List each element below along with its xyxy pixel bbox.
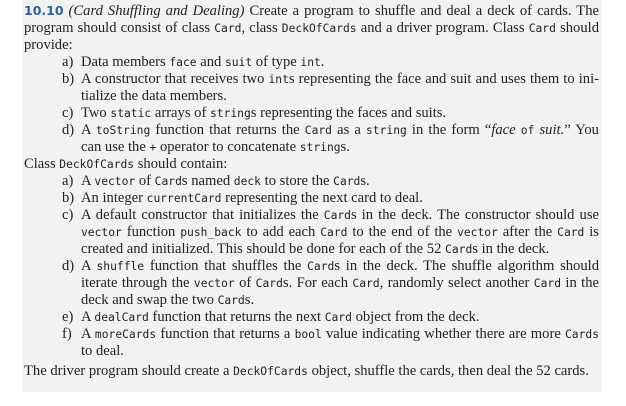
text-run: function that returns the: [150, 122, 305, 138]
text-run: A: [81, 258, 97, 274]
code-term: moreCards: [94, 328, 157, 341]
text-run: Create a program to shuffle and deal a deck of cards. The program should consist of class: [24, 3, 599, 36]
text-run: , class: [241, 20, 282, 36]
code-term: shuffle: [96, 260, 145, 273]
code-term: Card: [333, 175, 361, 188]
code-term: Card: [323, 209, 351, 222]
item-label: d): [62, 258, 75, 274]
item-label: a): [62, 173, 74, 189]
text-run: of: [135, 173, 155, 189]
code-term: vector: [193, 277, 235, 290]
text-run: An integer: [81, 190, 147, 206]
code-term: string: [209, 107, 251, 120]
text-run: representing the next card to deal.: [221, 190, 423, 206]
text-run: s representing the face and suit and uses them to ini-tialize the data members.: [81, 71, 600, 104]
text-run: function that returns a: [156, 326, 295, 342]
code-term: Cards: [564, 328, 599, 341]
closing-paragraph: [24, 363, 599, 380]
code-term: Card: [217, 294, 245, 307]
code-term: Card: [324, 311, 352, 324]
text-run: of: [234, 275, 256, 291]
item-label: a): [62, 54, 74, 70]
code-term: suit: [224, 56, 253, 69]
text-run: Class: [24, 156, 60, 172]
text-run: function: [121, 224, 181, 240]
code-term: vector: [81, 226, 122, 239]
text-run: operator to concatenate: [156, 139, 300, 155]
text-run: suit.: [539, 122, 565, 138]
text-run: in the form “: [406, 122, 492, 138]
text-run: value indicating whether there are more: [321, 326, 565, 342]
code-term: DeckOfCards: [233, 365, 308, 378]
text-run: in the deck and swap the two: [81, 275, 599, 308]
code-term: Card: [320, 226, 348, 239]
text-run: face: [491, 122, 516, 138]
text-run: after the: [497, 224, 558, 240]
code-term: face: [169, 56, 197, 69]
text-run: is created and initialized. This should be done for each of the 52: [81, 224, 599, 257]
exercise-text: [24, 2, 599, 380]
text-run: to add each: [241, 224, 321, 240]
list-item: [24, 309, 599, 326]
text-run: object from the deck.: [351, 309, 480, 325]
text-run: and: [196, 54, 225, 70]
item-label: c): [62, 105, 74, 121]
code-term: vector: [457, 226, 498, 239]
item-label: f): [62, 326, 72, 342]
code-term: int: [300, 56, 321, 69]
exercise-number: 10.10: [24, 3, 64, 18]
item-label: d): [62, 122, 75, 138]
list-item: [24, 105, 599, 122]
code-term: of: [520, 124, 535, 137]
intro-paragraph: [24, 2, 599, 54]
text-run: object, shuffle the cards, then deal the 52 cards.: [307, 363, 589, 379]
item-label: e): [62, 309, 74, 325]
list-item: [24, 122, 599, 156]
text-run: A: [81, 309, 95, 325]
text-run: A: [81, 326, 95, 342]
list-item: [24, 71, 599, 105]
item-label: b): [62, 71, 75, 87]
code-term: Card: [307, 260, 335, 273]
text-run: to the end of the: [347, 224, 458, 240]
text-run: function that shuffles the: [144, 258, 308, 274]
code-term: dealCard: [94, 311, 149, 324]
item-label: b): [62, 190, 75, 206]
code-term: push_back: [180, 226, 242, 239]
deck-requirements-list: [24, 173, 599, 360]
text-run: s in the deck.: [472, 241, 550, 257]
code-term: Card: [214, 22, 242, 35]
text-run: arrays of: [151, 105, 210, 121]
code-term: int: [268, 73, 289, 86]
list-item: [24, 173, 599, 190]
text-run: s.: [340, 139, 350, 155]
code-term: Card: [304, 124, 332, 137]
code-term: Card: [154, 175, 182, 188]
text-run: s.: [244, 292, 255, 308]
text-run: , randomly select another: [379, 275, 534, 291]
text-run: A: [81, 173, 95, 189]
text-run: s in the deck. The shuffle algorithm should iterate through the: [81, 258, 599, 291]
code-term: toString: [95, 124, 151, 137]
code-term: static: [110, 107, 152, 120]
code-term: Card: [528, 22, 556, 35]
code-term: +: [149, 141, 157, 154]
text-run: s in the deck. The constructor should use: [351, 207, 599, 223]
list-item: [24, 54, 599, 71]
code-term: Card: [352, 277, 380, 290]
code-term: Card: [255, 277, 283, 290]
code-term: Card: [557, 226, 585, 239]
text-run: of type: [252, 54, 301, 70]
list-item: [24, 190, 599, 207]
text-run: to store the: [261, 173, 334, 189]
code-term: vector: [94, 175, 136, 188]
text-run: A: [81, 122, 96, 138]
deck-heading: [24, 156, 599, 173]
code-term: deck: [233, 175, 261, 188]
card-requirements-list: [24, 54, 599, 156]
code-term: Card: [445, 243, 473, 256]
text-run: The driver program should create a: [24, 363, 234, 379]
code-term: Card: [533, 277, 562, 290]
list-item: [24, 326, 599, 360]
code-term: DeckOfCards: [281, 22, 357, 35]
text-run: s representing the faces and suits.: [250, 105, 447, 121]
item-label: c): [62, 207, 74, 223]
list-item: [24, 207, 599, 258]
text-run: A default constructor that initializes the: [81, 207, 324, 223]
text-run: Data members: [81, 54, 170, 70]
text-run: should provide:: [24, 20, 600, 53]
list-item: [24, 258, 599, 309]
code-term: bool: [294, 328, 322, 341]
text-run: A constructor that receives two: [81, 71, 269, 87]
text-run: ” You can use the: [81, 122, 599, 155]
code-term: string: [366, 124, 407, 137]
text-run: function that returns the next: [148, 309, 325, 325]
text-run: s named: [181, 173, 234, 189]
text-run: Two: [81, 105, 111, 121]
code-term: string: [299, 141, 341, 154]
code-term: DeckOfCards: [59, 158, 135, 171]
text-run: .: [320, 54, 325, 70]
text-run: and a driver program. Class: [356, 20, 529, 36]
text-run: should contain:: [134, 156, 228, 172]
exercise-title: (Card Shuffling and Dealing): [68, 3, 245, 19]
text-run: to deal.: [81, 343, 124, 359]
text-run: s. For each: [282, 275, 353, 291]
code-term: currentCard: [146, 192, 222, 205]
text-run: as a: [331, 122, 366, 138]
text-run: s.: [360, 173, 370, 189]
